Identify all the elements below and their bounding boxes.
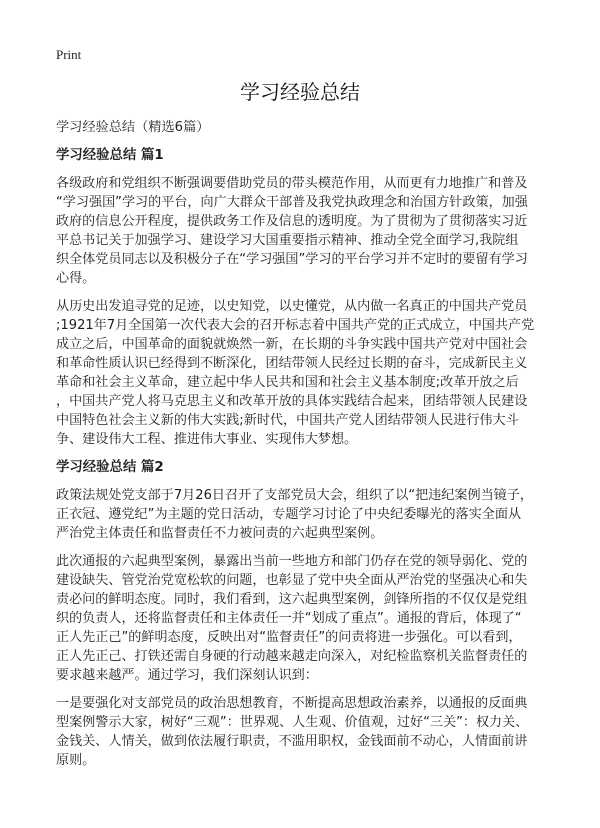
- paragraph: [56, 297, 546, 449]
- paragraph-line: 正人先正己、打铁还需自身硬的行动越来越走向深入，对纪检监察机关监督责任的: [56, 649, 528, 664]
- paragraph-line: 要求越来越严。通过学习，我们深刻认识到：: [56, 668, 318, 683]
- print-link[interactable]: Print: [56, 47, 82, 62]
- paragraph-line: 争、建设伟大工程、推进伟大事业、实现伟大梦想。: [56, 432, 358, 447]
- section-heading: 学习经验总结 篇2: [56, 460, 164, 475]
- paragraph-line: 此次通报的六起典型案例，暴露出当前一些地方和部门仍存在党的领导弱化、党的: [56, 554, 528, 569]
- paragraph-line: 成立之后，中国革命的面貌就焕然一新，在长期的斗争实践中国共产党对中国社会: [56, 337, 528, 352]
- document-title: 学习经验总结: [240, 80, 360, 104]
- document-subtitle: 学习经验总结（精选6篇）: [56, 120, 210, 135]
- paragraph-line: 金钱关、人情关，做到依法履行职责，不滥用职权，金钱面前不动心，人情面前讲: [56, 734, 528, 749]
- paragraph-line: 建设缺失、管党治党宽松软的问题，也彰显了党中央全面从严治党的坚强决心和失: [56, 573, 528, 588]
- paragraph-line: 正衣冠、遵党纪”为主题的党日活动，专题学习讨论了中央纪委曝光的落实全面从: [56, 507, 522, 522]
- paragraph-line: 严治党主体责任和监督责任不力被问责的六起典型案例。: [56, 526, 384, 541]
- paragraph-line: 织全体党员同志以及积极分子在“学习强国”学习的平台学习并不定时的要留有学习: [56, 252, 528, 267]
- paragraph-line: 型案例警示大家，树好“三观”：世界观、人生观、价值观，过好“三关”：权力关、: [56, 715, 529, 730]
- document-body: [56, 118, 546, 779]
- section-heading: 学习经验总结 篇1: [56, 148, 164, 163]
- paragraph-line: ;1921年7月全国第一次代表大会的召开标志着中国共产党的正式成立，中国共产党: [56, 318, 535, 333]
- paragraph-line: 心得。: [56, 271, 96, 286]
- paragraph: [56, 694, 546, 770]
- paragraph-line: 政府的信息公开程度，提供政务工作及信息的透明度。为了贯彻为了贯彻落实习近: [56, 214, 528, 229]
- paragraph-line: 正人先正己”的鲜明态度，反映出对“监督责任”的问责将进一步强化。可以看到，: [56, 630, 522, 645]
- sections-container: [56, 146, 546, 770]
- paragraph-line: 织的负责人，还将监督责任和主体责任一并“划成了重点”。通报的背后，体现了“: [56, 611, 522, 626]
- paragraph: [56, 552, 546, 685]
- paragraph-line: 责必问的鲜明态度。同时，我们看到，这六起典型案例，剑锋所指的不仅仅是党组: [56, 592, 528, 607]
- paragraph-line: 政策法规处党支部于7月26日召开了支部党员大会，组织了以“把违纪案例当镜子，: [56, 488, 533, 503]
- paragraph-line: 各级政府和党组织不断强调要借助党员的带头模范作用，从而更有力地推广和普及: [56, 176, 528, 191]
- paragraph-line: 中国特色社会主义新的伟大实践;新时代，中国共产党人团结带领人民进行伟大斗: [56, 413, 519, 428]
- paragraph: [56, 486, 546, 543]
- paragraph-line: 和革命性质认识已经得到不断深化，团结带领人民经过长期的奋斗，完成新民主义: [56, 356, 528, 371]
- paragraph-line: “学习强国”学习的平台，向广大群众干部普及我党执政理念和治国方针政策，加强: [56, 195, 528, 210]
- paragraph-line: 革命和社会主义革命，建立起中华人民共和国和社会主义基本制度;改革开放之后: [56, 375, 519, 390]
- paragraph-line: 从历史出发追寻党的足迹，以史知党，以史懂党，从内做一名真正的中国共产党员: [56, 299, 528, 314]
- paragraph: [56, 174, 546, 288]
- paragraph-line: 平总书记关于加强学习、建设学习大国重要指示精神、推动全党全面学习,我院组: [56, 233, 519, 248]
- paragraph-line: 原则。: [56, 753, 96, 768]
- paragraph-line: 一是要强化对支部党员的政治思想教育，不断提高思想政治素养，以通报的反面典: [56, 696, 528, 711]
- paragraph-line: ，中国共产党人将马克思主义和改革开放的具体实践结合起来，团结带领人民建设: [56, 394, 528, 409]
